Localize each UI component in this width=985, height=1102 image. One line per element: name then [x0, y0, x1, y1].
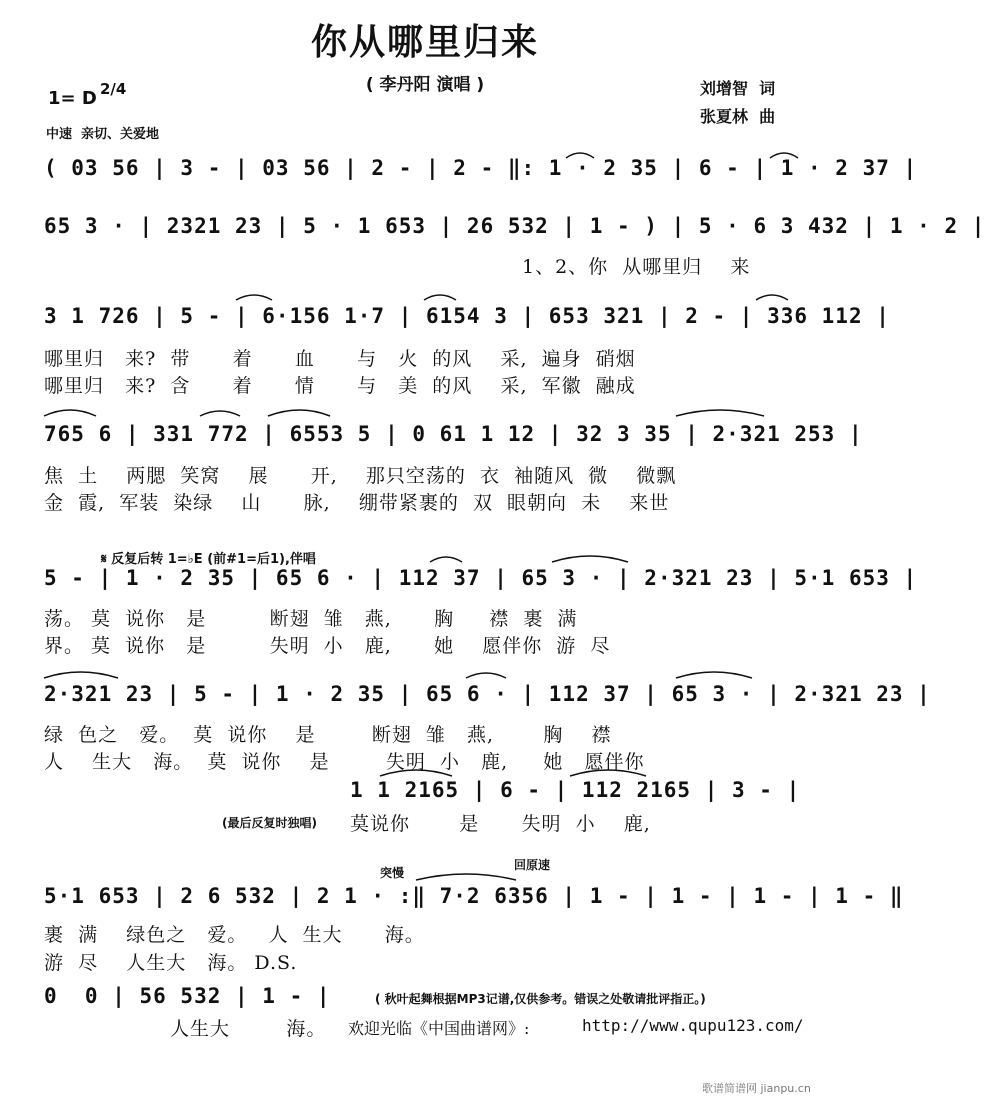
- singer-subtitle: ( 李丹阳 演唱 ): [365, 75, 485, 95]
- lyric-row-6-verse-2: 人 生大 海。 莫 说你 是 失明 小 鹿, 她 愿伴你: [44, 751, 645, 773]
- notation-row-1: ( 03 56 | 3 - | 03 56 | 2 - | 2 - ‖: 1 · 2 35 | 6 - | 1 · 2 37 |: [44, 156, 918, 180]
- lyric-row-2-verse-1: 1、2、你 从哪里归 来: [522, 256, 751, 278]
- key-signature: 1= D: [48, 88, 97, 109]
- notation-row-6: 2·321 23 | 5 - | 1 · 2 35 | 65 6 · | 112 37 | 65 3 · | 2·321 23 |: [44, 682, 931, 706]
- last-repeat-note: (最后反复时独唱): [222, 816, 317, 830]
- watermark: 歌谱简谱网 jianpu.cn: [702, 1082, 811, 1095]
- lyric-row-5-verse-1: 荡。 莫 说你 是 断翅 雏 燕, 胸 襟 裹 满: [44, 608, 578, 630]
- lyric-row-4-verse-1: 焦 土 两腮 笑窝 展 开, 那只空荡的 衣 袖随风 微 微飘: [44, 465, 677, 487]
- notation-row-4: 765 6 | 331 772 | 6553 5 | 0 61 1 12 | 32 3 35 | 2·321 253 |: [44, 422, 863, 446]
- lyric-row-7: 莫说你 是 失明 小 鹿,: [350, 813, 651, 835]
- footer-welcome: 欢迎光临《中国曲谱网》:: [348, 1019, 530, 1038]
- lyric-row-5-verse-2: 界。 莫 说你 是 失明 小 鹿, 她 愿伴你 游 尽: [44, 635, 611, 657]
- notation-row-7: 1 1 2165 | 6 - | 112 2165 | 3 - |: [350, 778, 801, 802]
- lyric-row-8-verse-2: 游 尽 人生大 海。 D.S.: [44, 952, 298, 974]
- notation-row-2: 65 3 · | 2321 23 | 5 · 1 653 | 26 532 | 1 - ) | 5 · 6 3 432 | 1 · 2 |: [44, 214, 985, 238]
- lyric-row-8-verse-1: 裹 满 绿色之 爱。 人 生大 海。: [44, 924, 425, 946]
- page-title: 你从哪里归来: [310, 22, 539, 63]
- tempo-marking: 中速 亲切、关爱地: [46, 127, 160, 142]
- footer-url[interactable]: http://www.qupu123.com/: [582, 1016, 804, 1035]
- slow-down-marking: 突慢: [380, 866, 405, 880]
- source-note: ( 秋叶起舞根据MP3记谱,仅供参考。错误之处敬请批评指正。): [375, 992, 706, 1006]
- lyric-row-3-verse-2: 哪里归 来? 含 着 情 与 美 的风 采, 军徽 融成: [44, 375, 636, 397]
- lyric-row-3-verse-1: 哪里归 来? 带 着 血 与 火 的风 采, 遍身 硝烟: [44, 348, 636, 370]
- lyric-row-6-verse-1: 绿 色之 爱。 莫 说你 是 断翅 雏 燕, 胸 襟: [44, 724, 612, 746]
- composer-credit: 张夏林 曲: [700, 107, 776, 126]
- lyric-row-9: 人生大 海。: [170, 1018, 327, 1040]
- notation-row-8: 5·1 653 | 2 6 532 | 2 1 · :‖ 7·2 6356 | 1 - | 1 - | 1 - | 1 - ‖: [44, 884, 904, 908]
- notation-row-9: 0 0 | 56 532 | 1 - |: [44, 984, 331, 1008]
- time-signature: 2/4: [100, 80, 127, 98]
- segno-text: 反复后转 1=♭E (前#1=后1),伴唱: [111, 552, 316, 567]
- lyric-row-4-verse-2: 金 霞, 军装 染绿 山 脉, 绷带紧裹的 双 眼朝向 未 来世: [44, 492, 670, 514]
- notation-row-5: 5 - | 1 · 2 35 | 65 6 · | 112 37 | 65 3 · | 2·321 23 | 5·1 653 |: [44, 566, 918, 590]
- segno-icon: 𝄋: [101, 552, 112, 567]
- notation-row-3: 3 1 726 | 5 - | 6·156 1·7 | 6154 3 | 653 321 | 2 - | 336 112 |: [44, 304, 890, 328]
- lyricist-credit: 刘增智 词: [700, 79, 776, 98]
- a-tempo-marking: 回原速: [514, 858, 551, 872]
